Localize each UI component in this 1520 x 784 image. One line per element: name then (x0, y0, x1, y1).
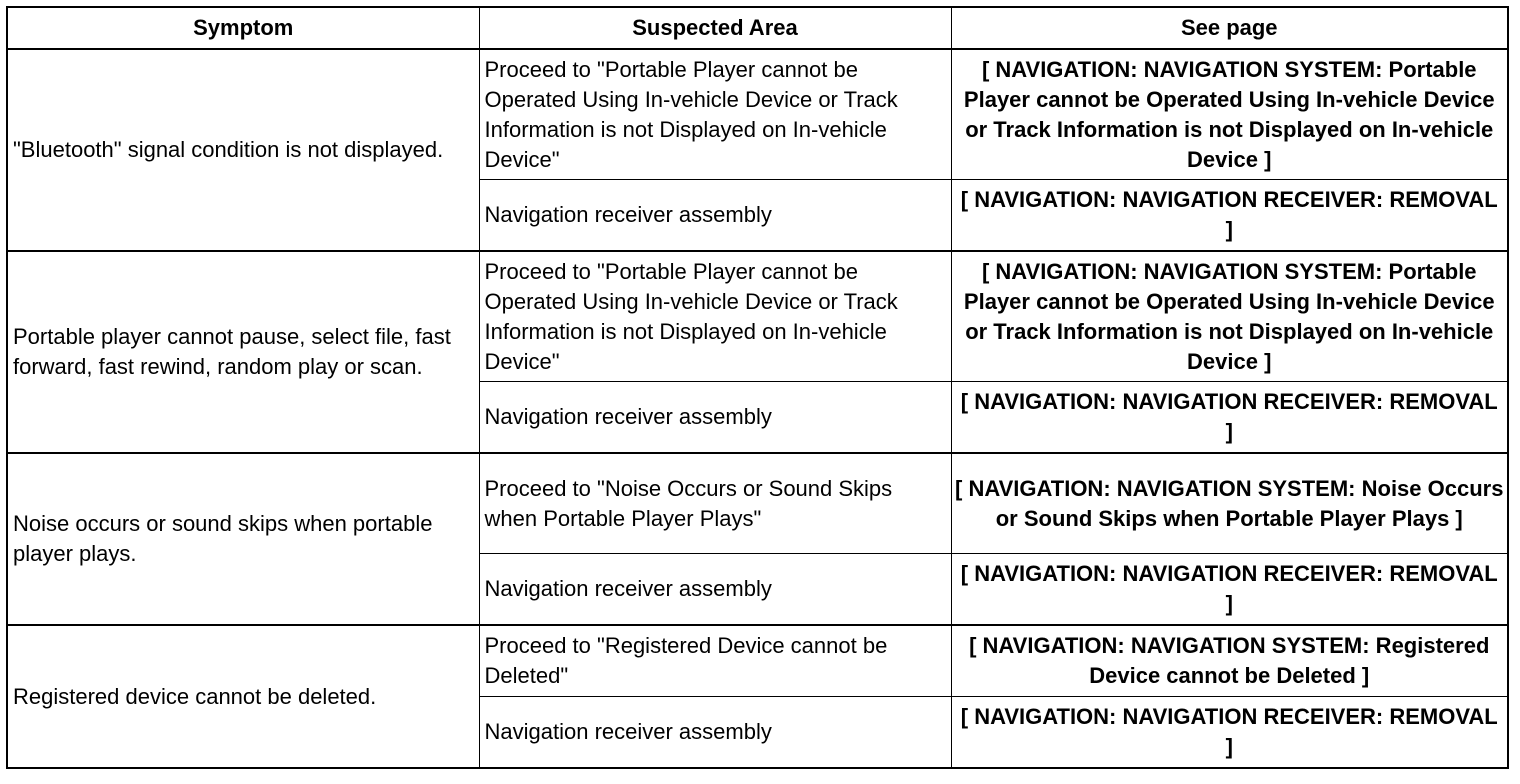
see-page-cell: [ NAVIGATION: NAVIGATION SYSTEM: Portable Player cannot be Operated Using In-vehicle Device or Track Information is not Displayed on In-vehicle Device ] (951, 49, 1508, 180)
suspected-area-cell: Proceed to "Registered Device cannot be Deleted" (479, 625, 951, 697)
symptom-cell: Noise occurs or sound skips when portable player plays. (7, 453, 479, 625)
suspected-area-cell: Navigation receiver assembly (479, 180, 951, 252)
column-header-suspected-area: Suspected Area (479, 7, 951, 49)
symptom-table (6, 6, 1509, 769)
symptom-cell: "Bluetooth" signal condition is not displayed. (7, 49, 479, 251)
see-page-cell: [ NAVIGATION: NAVIGATION RECEIVER: REMOVAL ] (951, 382, 1508, 454)
table-row (7, 453, 1508, 554)
suspected-area-cell: Proceed to "Noise Occurs or Sound Skips when Portable Player Plays" (479, 453, 951, 554)
see-page-cell: [ NAVIGATION: NAVIGATION SYSTEM: Portable Player cannot be Operated Using In-vehicle Device or Track Information is not Displayed on In-vehicle Device ] (951, 251, 1508, 382)
column-header-symptom: Symptom (7, 7, 479, 49)
suspected-area-cell: Navigation receiver assembly (479, 382, 951, 454)
see-page-cell: [ NAVIGATION: NAVIGATION SYSTEM: Noise Occurs or Sound Skips when Portable Player Plays ] (951, 453, 1508, 554)
see-page-cell: [ NAVIGATION: NAVIGATION SYSTEM: Registered Device cannot be Deleted ] (951, 625, 1508, 697)
suspected-area-cell: Proceed to "Portable Player cannot be Operated Using In-vehicle Device or Track Information is not Displayed on In-vehicle Device" (479, 251, 951, 382)
see-page-cell: [ NAVIGATION: NAVIGATION RECEIVER: REMOVAL ] (951, 697, 1508, 769)
suspected-area-cell: Proceed to "Portable Player cannot be Operated Using In-vehicle Device or Track Information is not Displayed on In-vehicle Device" (479, 49, 951, 180)
column-header-see-page: See page (951, 7, 1508, 49)
table-row (7, 49, 1508, 180)
symptom-cell: Registered device cannot be deleted. (7, 625, 479, 768)
see-page-cell: [ NAVIGATION: NAVIGATION RECEIVER: REMOVAL ] (951, 554, 1508, 626)
symptom-cell: Portable player cannot pause, select file, fast forward, fast rewind, random play or scan. (7, 251, 479, 453)
table-row (7, 251, 1508, 382)
table-header-row (7, 7, 1508, 49)
see-page-cell: [ NAVIGATION: NAVIGATION RECEIVER: REMOVAL ] (951, 180, 1508, 252)
table-row (7, 625, 1508, 697)
suspected-area-cell: Navigation receiver assembly (479, 697, 951, 769)
suspected-area-cell: Navigation receiver assembly (479, 554, 951, 626)
